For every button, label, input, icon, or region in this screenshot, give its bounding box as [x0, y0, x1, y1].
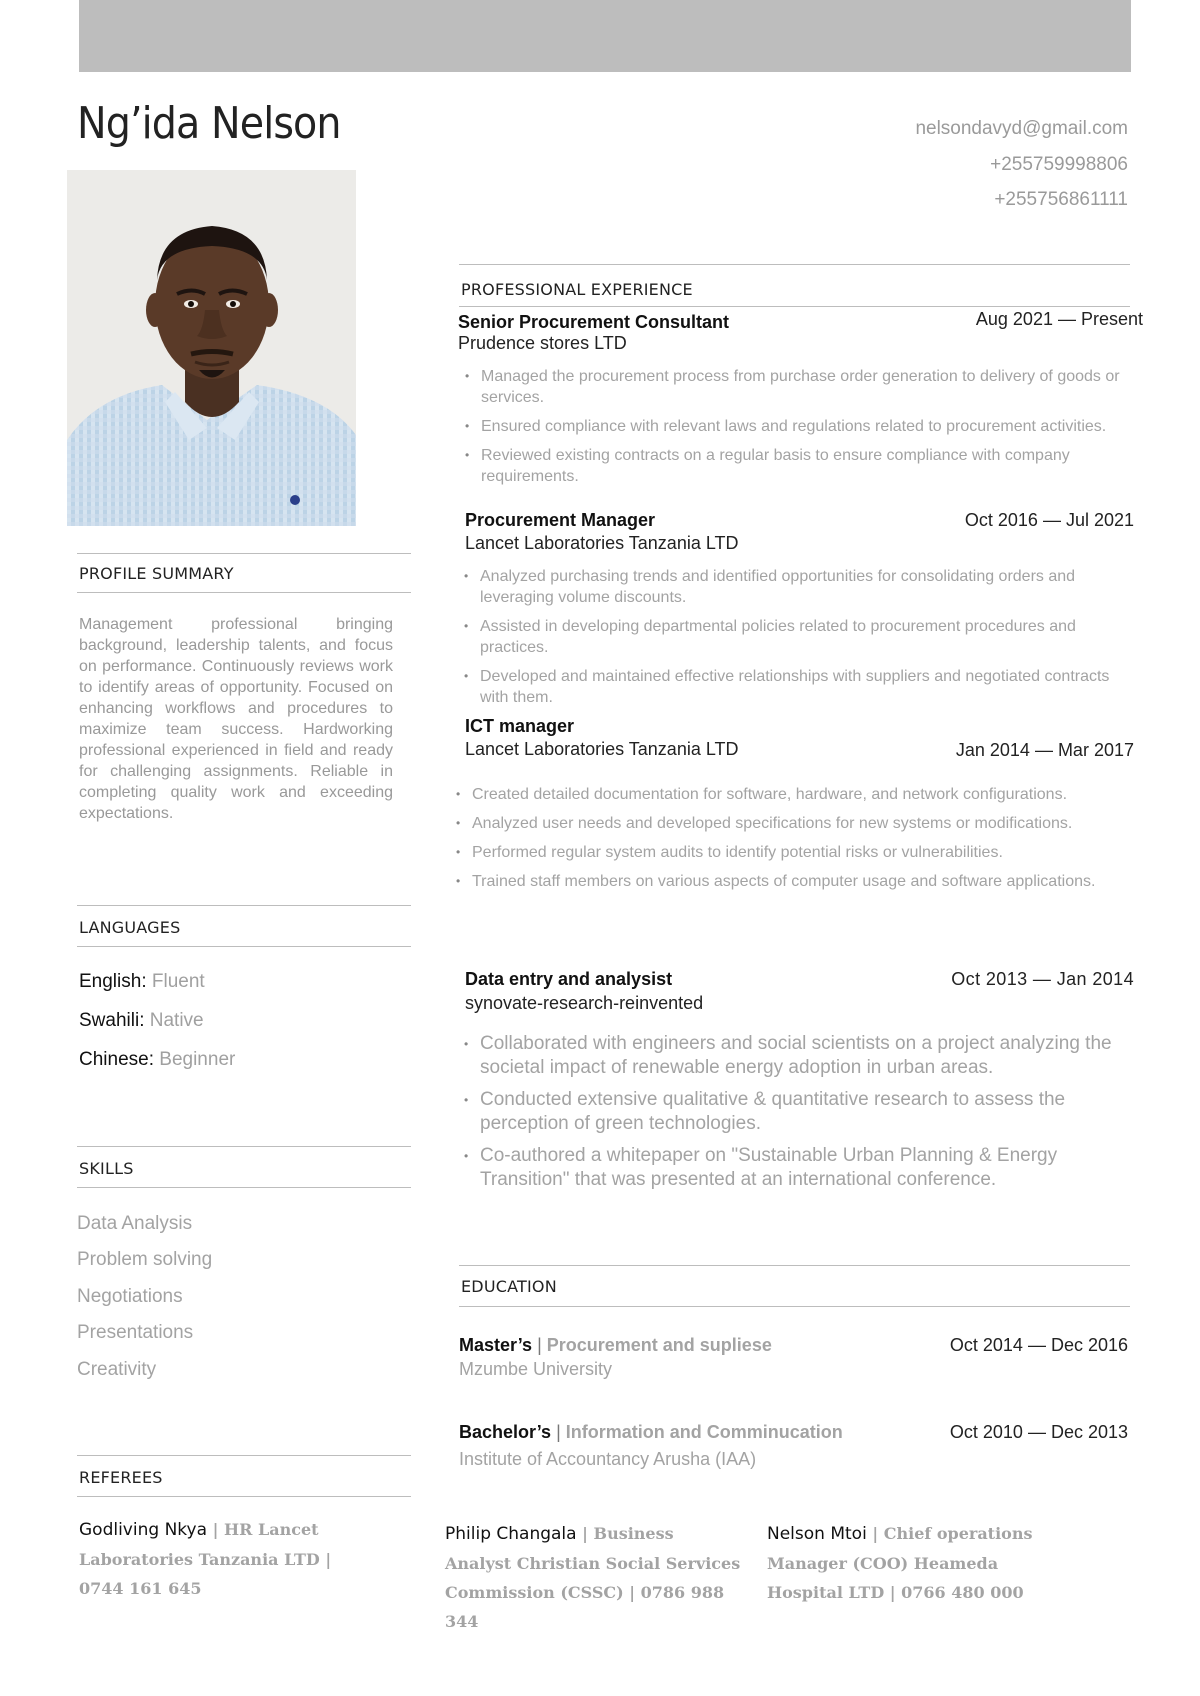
header-band — [79, 0, 1131, 72]
rule-profile-bottom — [77, 592, 411, 593]
job-bullet: • Conducted extensive qualitative & quantitative research to assess the perception of green technologies. — [464, 1088, 1134, 1136]
referee-detail: | Business Analyst Christian Social Services Commission (CSSC) | 0786 988 344 — [445, 1524, 741, 1631]
referee-name: Nelson Mtoi — [767, 1524, 867, 1544]
job-dates: Jan 2014 — Mar 2017 — [955, 740, 1134, 760]
rule-experience-top — [459, 264, 1130, 265]
profile-photo — [67, 170, 356, 526]
experience-heading: PROFESSIONAL EXPERIENCE — [461, 280, 693, 299]
job-company: Lancet Laboratories Tanzania LTD — [465, 739, 739, 759]
education-school: Mzumbe University — [459, 1359, 613, 1379]
email-link[interactable]: nelsondavyd@gmail.com — [915, 118, 1128, 139]
profile-photo-illustration — [67, 170, 356, 526]
degree-field: Information and Comminucation — [565, 1422, 843, 1442]
degree-field: Procurement and supliese — [546, 1335, 772, 1355]
skill-item: Creativity — [77, 1359, 157, 1380]
referee-entry — [79, 1515, 379, 1603]
job-bullets — [465, 366, 1130, 495]
referee-detail: | Chief operations Manager (COO) Heameda Hospital LTD | 0766 480 000 — [767, 1524, 1033, 1602]
job-bullet: • Developed and maintained effective relationships with suppliers and negotiated contracts with them. — [464, 666, 1132, 708]
job-company: Prudence stores LTD — [458, 333, 627, 353]
rule-education-top — [459, 1265, 1130, 1266]
job-bullet: • Managed the procurement process from purchase order generation to delivery of goods or services. — [465, 366, 1130, 408]
rule-profile-top — [77, 553, 411, 554]
skills-heading: SKILLS — [79, 1159, 134, 1178]
skill-item: Negotiations — [77, 1286, 183, 1307]
job-bullet: • Collaborated with engineers and social scientists on a project analyzing the societal impact of renewable energy adoption in urban areas. — [464, 1032, 1134, 1080]
referee-name: Philip Changala — [445, 1524, 577, 1544]
language-english — [79, 971, 205, 993]
language-chinese — [79, 1049, 235, 1071]
rule-skills-bottom — [77, 1187, 411, 1188]
languages-heading: LANGUAGES — [79, 918, 181, 937]
degree-separator: | — [556, 1422, 561, 1442]
job-bullet: • Analyzed purchasing trends and identified opportunities for consolidating orders and leveraging volume discounts. — [464, 566, 1132, 608]
referee-name: Godliving Nkya — [79, 1520, 207, 1540]
skill-item: Presentations — [77, 1322, 194, 1343]
referee-entry — [445, 1519, 745, 1636]
job-company: synovate-research-reinvented — [465, 993, 704, 1013]
job-bullet: • Co-authored a whitepaper on "Sustainable Urban Planning & Energy Transition" that was presented at an international conference. — [464, 1144, 1134, 1192]
degree-separator: | — [537, 1335, 542, 1355]
job-bullet: • Ensured compliance with relevant laws and regulations related to procurement activities. — [465, 416, 1130, 437]
skill-item: Data Analysis — [77, 1213, 193, 1234]
education-degree-masters — [459, 1335, 772, 1356]
language-level: Beginner — [159, 1049, 236, 1070]
job-dates: Oct 2016 — Jul 2021 — [964, 510, 1134, 530]
job-company: Lancet Laboratories Tanzania LTD — [465, 533, 739, 553]
referees-heading: REFEREES — [79, 1468, 163, 1487]
rule-education-bottom — [459, 1306, 1130, 1307]
phone-primary: +255759998806 — [990, 154, 1128, 175]
job-bullet: • Trained staff members on various aspects of computer usage and software applications. — [456, 871, 1096, 892]
job-dates: Oct 2013 — Jan 2014 — [951, 969, 1134, 989]
language-level: Fluent — [151, 971, 205, 992]
referee-entry — [767, 1519, 1067, 1607]
rule-referees-bottom — [77, 1496, 411, 1497]
job-bullet: • Analyzed user needs and developed specifications for new systems or modifications. — [456, 813, 1096, 834]
job-bullets — [464, 1032, 1134, 1200]
education-degree-bachelors — [459, 1422, 843, 1443]
job-title: Senior Procurement Consultant — [458, 312, 730, 332]
profile-summary-heading: PROFILE SUMMARY — [79, 564, 234, 583]
job-bullet: • Performed regular system audits to identify potential risks or vulnerabilities. — [456, 842, 1096, 863]
rule-languages-bottom — [77, 946, 411, 947]
job-bullets — [464, 566, 1132, 716]
job-bullet: • Created detailed documentation for software, hardware, and network configurations. — [456, 784, 1096, 805]
job-title: ICT manager — [465, 716, 575, 736]
job-dates: Aug 2021 — Present — [975, 309, 1143, 329]
language-level: Native — [149, 1010, 204, 1031]
education-dates: Oct 2014 — Dec 2016 — [949, 1335, 1128, 1355]
degree-name: Bachelor’s — [459, 1422, 552, 1442]
rule-referees-top — [77, 1455, 411, 1456]
language-name: Swahili: — [79, 1010, 145, 1031]
language-name: Chinese: — [79, 1049, 154, 1070]
job-title: Data entry and analysist — [465, 969, 673, 989]
job-title: Procurement Manager — [465, 510, 656, 530]
profile-summary-text: Management professional bringing background, leadership talents, and focus on performance. Continuously reviews work to identify areas of opportunity. Focused on enhancing workflows and procedures to maximize team success. Hardworking professional experienced in field and ready for challenging assignments. Reliable in completing quality work and exceeding expectations. — [79, 616, 393, 822]
rule-skills-top — [77, 1146, 411, 1147]
language-swahili — [79, 1010, 204, 1032]
referee-detail: | HR Lancet Laboratories Tanzania LTD | 0744 161 645 — [79, 1520, 332, 1598]
degree-name: Master’s — [459, 1335, 533, 1355]
job-bullet: • Assisted in developing departmental policies related to procurement procedures and practices. — [464, 616, 1132, 658]
education-dates: Oct 2010 — Dec 2013 — [949, 1422, 1128, 1442]
skill-item: Problem solving — [77, 1249, 213, 1270]
candidate-name: Ng’ida Nelson — [77, 98, 341, 149]
rule-languages-top — [77, 905, 411, 906]
job-bullets — [456, 784, 1096, 900]
education-heading: EDUCATION — [461, 1277, 557, 1296]
education-school: Institute of Accountancy Arusha (IAA) — [459, 1449, 757, 1469]
job-bullet: • Reviewed existing contracts on a regular basis to ensure compliance with company requirements. — [465, 445, 1130, 487]
phone-secondary: +255756861111 — [994, 189, 1128, 210]
language-name: English: — [79, 971, 147, 992]
rule-experience-bottom — [459, 306, 1130, 307]
